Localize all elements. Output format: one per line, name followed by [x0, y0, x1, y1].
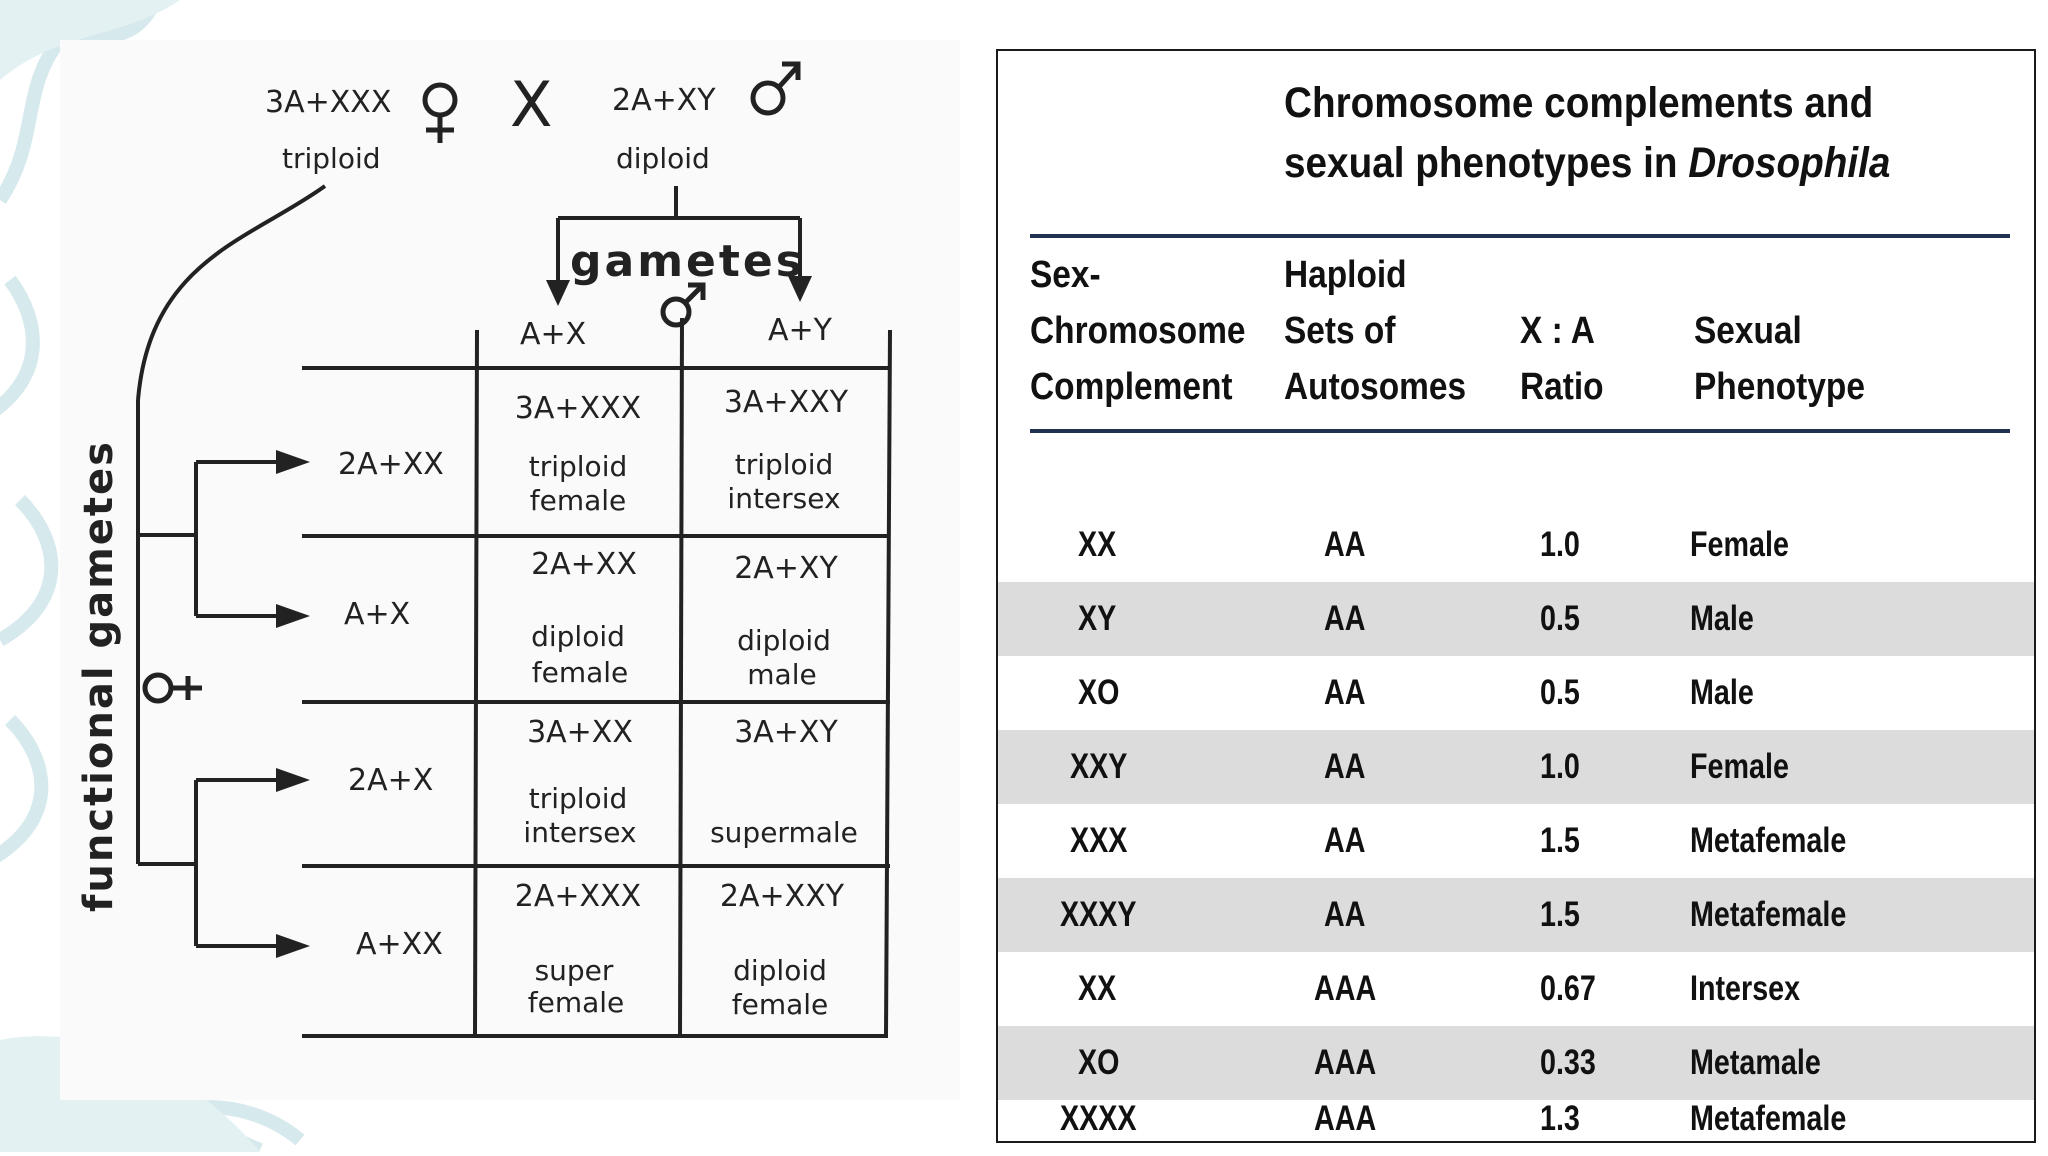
offspring-phenotype-line2: intersex	[523, 816, 637, 849]
offspring-phenotype-line1: triploid	[528, 782, 628, 815]
header-line: X : A	[1520, 310, 1595, 352]
cell-autosomes: AA	[1324, 821, 1366, 860]
male-parent-ploidy: diploid	[616, 142, 710, 175]
cell-sex-chromosome: XO	[1078, 1043, 1120, 1082]
table-row	[998, 878, 2034, 952]
cell-ratio: 0.5	[1540, 599, 1580, 638]
offspring-phenotype-line2: female	[531, 656, 629, 689]
cell-phenotype: Metafemale	[1690, 821, 1847, 860]
header-line: Phenotype	[1694, 366, 1865, 408]
cell-phenotype: Male	[1690, 673, 1754, 712]
cell-phenotype: Intersex	[1690, 969, 1801, 1008]
table-title-prefix: sexual phenotypes in	[1284, 139, 1689, 187]
offspring-phenotype-line1: triploid	[528, 450, 628, 483]
offspring-genotype: 2A+XX	[531, 547, 637, 582]
female-gamete-4: A+XX	[356, 927, 443, 962]
column-header-xa-ratio	[1520, 303, 1604, 415]
offspring-genotype: 3A+XY	[734, 715, 838, 750]
offspring-phenotype-line1: diploid	[737, 624, 831, 657]
cell-ratio: 0.33	[1540, 1043, 1596, 1082]
cell-autosomes: AA	[1324, 747, 1366, 786]
cell-sex-chromosome: XX	[1078, 525, 1117, 564]
offspring-genotype: 3A+XXY	[723, 385, 849, 420]
cell-autosomes: AA	[1324, 525, 1366, 564]
offspring-genotype: 3A+XXX	[514, 391, 642, 426]
offspring-genotype: 2A+XXY	[719, 879, 845, 914]
header-line: Chromosome	[1030, 310, 1246, 352]
cell-ratio: 0.67	[1540, 969, 1596, 1008]
male-gamete-2: A+Y	[768, 313, 832, 348]
header-bottom-rule	[1030, 429, 2010, 433]
offspring-phenotype-line2: female	[731, 988, 829, 1021]
female-gamete-1: 2A+XX	[338, 447, 444, 482]
cell-sex-chromosome: XXY	[1070, 747, 1128, 786]
cell-autosomes: AAA	[1314, 969, 1377, 1008]
header-line: Autosomes	[1284, 366, 1467, 408]
cell-phenotype: Metafemale	[1690, 1099, 1847, 1138]
header-line: Sets of	[1284, 310, 1396, 352]
header-line: Sex-	[1030, 254, 1101, 296]
gametes-label: gametes	[570, 236, 805, 287]
cell-phenotype: Male	[1690, 599, 1754, 638]
cell-phenotype: Female	[1690, 747, 1789, 786]
table-title-species: Drosophila	[1688, 139, 1891, 187]
offspring-genotype: 3A+XX	[527, 715, 633, 750]
cell-phenotype: Metafemale	[1690, 895, 1847, 934]
offspring-phenotype-line1: triploid	[734, 448, 834, 481]
cell-sex-chromosome: XXX	[1070, 821, 1128, 860]
cell-sex-chromosome: XY	[1078, 599, 1117, 638]
offspring-genotype: 2A+XY	[734, 551, 838, 586]
table-row	[998, 804, 2034, 878]
male-gamete-1: A+X	[520, 317, 587, 352]
cell-ratio: 1.5	[1540, 821, 1580, 860]
header-line: Ratio	[1520, 366, 1604, 408]
table-row	[998, 582, 2034, 656]
cross-diagram	[0, 0, 960, 1152]
column-header-haploid-sets	[1284, 247, 1466, 415]
cell-autosomes: AA	[1324, 895, 1366, 934]
offspring-phenotype-line1: diploid	[733, 954, 827, 987]
cell-ratio: 1.0	[1540, 525, 1580, 564]
cell-phenotype: Female	[1690, 525, 1789, 564]
female-gamete-2: A+X	[344, 597, 411, 632]
offspring-phenotype-line2: female	[527, 986, 625, 1019]
cell-ratio: 1.5	[1540, 895, 1580, 934]
cell-sex-chromosome: XO	[1078, 673, 1120, 712]
cell-sex-chromosome: XXXY	[1060, 895, 1137, 934]
cell-phenotype: Metamale	[1690, 1043, 1821, 1082]
male-parent-genotype: 2A+XY	[612, 83, 716, 118]
offspring-phenotype-line2: female	[529, 484, 627, 517]
cell-sex-chromosome: XX	[1078, 969, 1117, 1008]
cell-autosomes: AAA	[1314, 1099, 1377, 1138]
table-row	[998, 952, 2034, 1026]
offspring-genotype: 2A+XXX	[514, 879, 642, 914]
cell-ratio: 1.0	[1540, 747, 1580, 786]
table-row	[998, 1100, 2034, 1140]
cell-sex-chromosome: XXXX	[1060, 1099, 1137, 1138]
offspring-phenotype-line2: intersex	[727, 482, 841, 515]
female-gamete-3: 2A+X	[348, 763, 434, 798]
table-title-line1: Chromosome complements and	[1284, 79, 1874, 127]
functional-gametes-label: functional gametes	[76, 440, 122, 912]
table-title-line2	[1284, 139, 1890, 188]
female-parent-ploidy: triploid	[282, 142, 381, 175]
table-row	[998, 730, 2034, 804]
column-header-sexual-phenotype	[1694, 303, 1865, 415]
table-row	[998, 508, 2034, 582]
cell-autosomes: AAA	[1314, 1043, 1377, 1082]
cell-ratio: 1.3	[1540, 1099, 1580, 1138]
header-line: Complement	[1030, 366, 1233, 408]
table-row	[998, 656, 2034, 730]
cell-autosomes: AA	[1324, 673, 1366, 712]
column-header-sex-chromosome	[1030, 247, 1246, 415]
header-line: Haploid	[1284, 254, 1407, 296]
offspring-phenotype-line2: supermale	[710, 816, 858, 849]
table-row	[998, 1026, 2034, 1100]
offspring-phenotype-line1: diploid	[531, 620, 625, 653]
offspring-phenotype-line2: male	[747, 658, 817, 691]
cross-symbol: X	[510, 68, 553, 141]
cell-ratio: 0.5	[1540, 673, 1580, 712]
phenotype-table-panel	[996, 49, 2036, 1143]
header-top-rule	[1030, 234, 2010, 238]
female-parent-genotype: 3A+XXX	[265, 85, 392, 120]
header-line: Sexual	[1694, 310, 1802, 352]
cell-autosomes: AA	[1324, 599, 1366, 638]
offspring-phenotype-line1: super	[534, 954, 614, 987]
